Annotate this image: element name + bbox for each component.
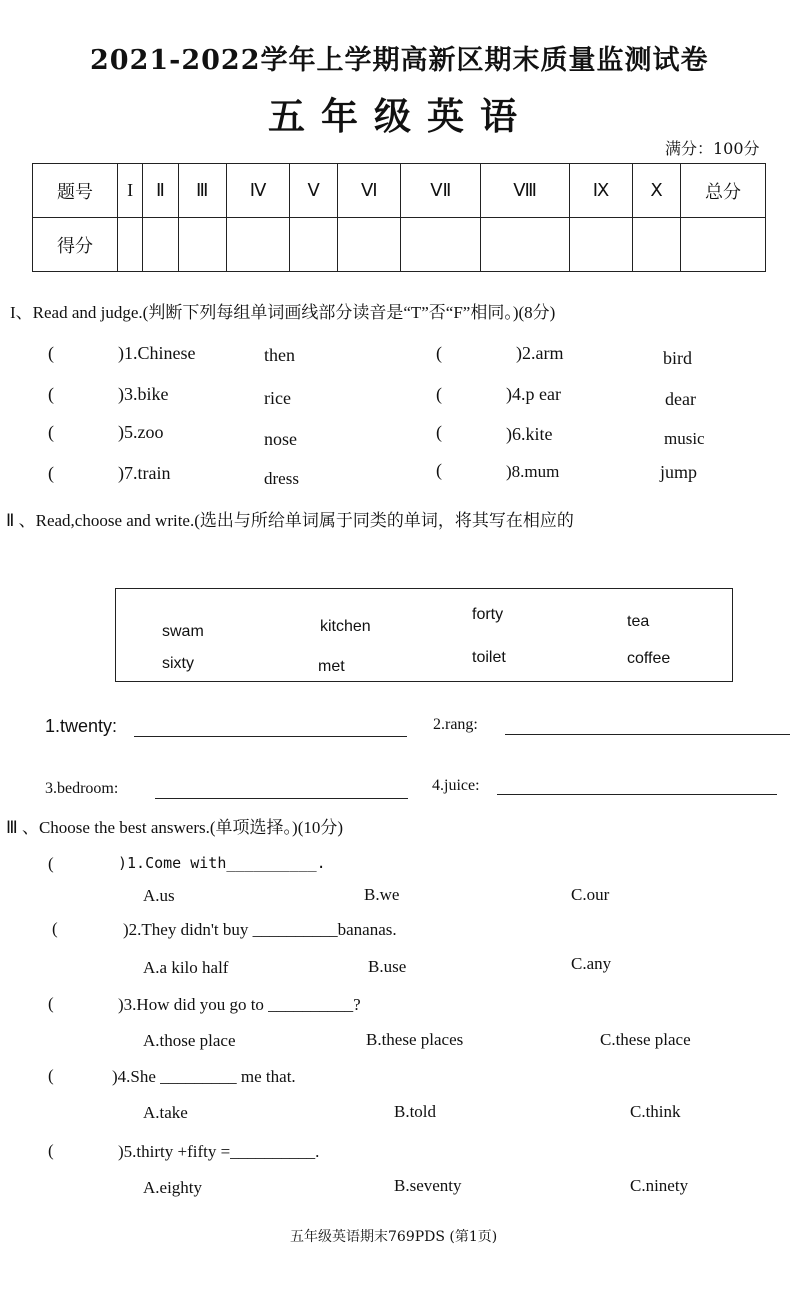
option-c[interactable]: C.these place: [600, 1030, 691, 1049]
col-total: 总分: [681, 164, 766, 218]
judge-word: dear: [665, 389, 696, 409]
option-b[interactable]: B.these places: [366, 1030, 464, 1049]
question-stem: )5.thirty +fifty =__________.: [118, 1142, 320, 1161]
answer-line[interactable]: [505, 733, 790, 735]
answer-paren[interactable]: (: [436, 422, 442, 442]
option-a[interactable]: A.eighty: [143, 1178, 203, 1197]
judge-word: zoo: [137, 422, 164, 442]
score-table: [32, 163, 766, 272]
judge-word: Chinese: [137, 343, 196, 363]
write-prompt: 4.juice:: [432, 777, 480, 794]
col-8: Ⅷ: [481, 164, 570, 218]
judge-word: bike: [137, 384, 169, 404]
judge-word: then: [264, 345, 295, 365]
question-stem: )1.Come with__________.: [118, 854, 326, 872]
col-3: Ⅲ: [178, 164, 226, 218]
answer-paren[interactable]: (: [48, 994, 54, 1013]
judge-word: rice: [264, 388, 291, 408]
write-prompt: 1.twenty:: [45, 716, 118, 736]
col-4: Ⅳ: [226, 164, 289, 218]
row-label-score: 得分: [33, 218, 118, 272]
item-number: )1.Chinese: [118, 343, 196, 363]
option-c[interactable]: C.our: [571, 885, 610, 904]
word-bank-word: met: [318, 658, 345, 675]
item-number: )2.arm: [516, 343, 564, 363]
option-a[interactable]: A.take: [143, 1103, 188, 1122]
exam-title: 2021-2022学年上学期高新区期末质量监测试卷: [90, 45, 709, 76]
option-b[interactable]: B.we: [364, 885, 400, 904]
write-prompt: 2.rang:: [433, 716, 478, 733]
item-number: )8.mum: [506, 462, 560, 481]
score-cell[interactable]: [632, 218, 680, 272]
word-bank-word: forty: [472, 606, 504, 623]
answer-paren[interactable]: (: [48, 1066, 54, 1085]
judge-word: music: [664, 429, 705, 448]
score-cell[interactable]: [226, 218, 289, 272]
question-stem: )3.How did you go to __________?: [118, 995, 361, 1014]
answer-line[interactable]: [155, 797, 408, 799]
answer-paren[interactable]: (: [48, 854, 54, 873]
option-c[interactable]: C.think: [630, 1102, 681, 1121]
item-number: )6.kite: [506, 424, 553, 444]
col-7: ⅤⅡ: [401, 164, 481, 218]
word-bank-word: coffee: [627, 650, 671, 667]
score-cell[interactable]: [143, 218, 178, 272]
word-bank-word: tea: [627, 613, 650, 630]
judge-word: dress: [264, 469, 299, 488]
option-a[interactable]: A.us: [143, 886, 175, 905]
col-5: Ⅴ: [290, 164, 338, 218]
judge-word: train: [137, 463, 171, 483]
item-number: )3.bike: [118, 384, 169, 404]
question-stem: )4.She _________ me that.: [112, 1067, 296, 1086]
col-1: I: [118, 164, 143, 218]
col-9: Ⅸ: [570, 164, 633, 218]
judge-word: bird: [663, 348, 692, 368]
section-2-heading: Ⅱ 、Read,choose and write.(选出与所给单词属于同类的单词，将其写在相应的: [6, 511, 574, 530]
option-b[interactable]: B.told: [394, 1102, 437, 1121]
score-cell[interactable]: [178, 218, 226, 272]
write-prompt: 3.bedroom:: [45, 780, 119, 797]
option-a[interactable]: A.those place: [143, 1031, 236, 1050]
row-label-question-number: 题号: [33, 164, 118, 218]
col-2: Ⅱ: [143, 164, 178, 218]
section-1-heading: I、Read and judge.(判断下列每组单词画线部分读音是“T”否“F”相同。)(8分): [10, 303, 556, 322]
question-stem: )2.They didn't buy __________bananas.: [123, 920, 397, 939]
score-cell[interactable]: [338, 218, 401, 272]
answer-paren[interactable]: (: [436, 384, 442, 404]
score-cell[interactable]: [290, 218, 338, 272]
judge-word: arm: [535, 343, 564, 363]
answer-line[interactable]: [497, 793, 777, 795]
score-cell[interactable]: [481, 218, 570, 272]
judge-word: p ear: [525, 384, 561, 404]
word-bank-word: toilet: [472, 649, 506, 666]
judge-word: mum: [524, 462, 560, 481]
full-score: 满分：100分: [665, 139, 760, 158]
score-table-header-row: [33, 164, 766, 218]
col-10: Ⅹ: [632, 164, 680, 218]
item-number: )5.zoo: [118, 422, 164, 442]
option-b[interactable]: B.seventy: [394, 1176, 462, 1195]
word-bank-word: sixty: [162, 655, 194, 672]
judge-word: nose: [264, 429, 297, 449]
score-table-score-row: [33, 218, 766, 272]
item-number: )4.p ear: [506, 384, 561, 404]
answer-paren[interactable]: (: [436, 460, 442, 480]
page-footer: 五年级英语期末769PDS (第1页): [290, 1229, 498, 1245]
answer-paren[interactable]: (: [52, 919, 58, 938]
answer-paren[interactable]: (: [48, 343, 54, 363]
judge-word: jump: [660, 462, 698, 482]
option-c[interactable]: C.any: [571, 954, 612, 973]
answer-paren[interactable]: (: [436, 343, 442, 363]
word-bank-word: kitchen: [320, 618, 371, 635]
score-cell[interactable]: [570, 218, 633, 272]
option-c[interactable]: C.ninety: [630, 1176, 689, 1195]
answer-paren[interactable]: (: [48, 384, 54, 404]
score-cell[interactable]: [118, 218, 143, 272]
score-cell-total[interactable]: [681, 218, 766, 272]
item-number: )7.train: [118, 463, 171, 483]
option-a[interactable]: A.a kilo half: [143, 958, 229, 977]
option-b[interactable]: B.use: [368, 957, 407, 976]
answer-paren[interactable]: (: [48, 1141, 54, 1160]
answer-paren[interactable]: (: [48, 422, 54, 442]
judge-word: kite: [525, 424, 553, 444]
answer-line[interactable]: [134, 735, 407, 737]
col-6: Ⅵ: [338, 164, 401, 218]
score-cell[interactable]: [401, 218, 481, 272]
section-3-heading: Ⅲ 、Choose the best answers.(单项选择。)(10分): [6, 818, 344, 837]
exam-subtitle: 五年级英语: [268, 94, 533, 138]
word-bank-word: swam: [162, 623, 204, 640]
answer-paren[interactable]: (: [48, 463, 54, 483]
